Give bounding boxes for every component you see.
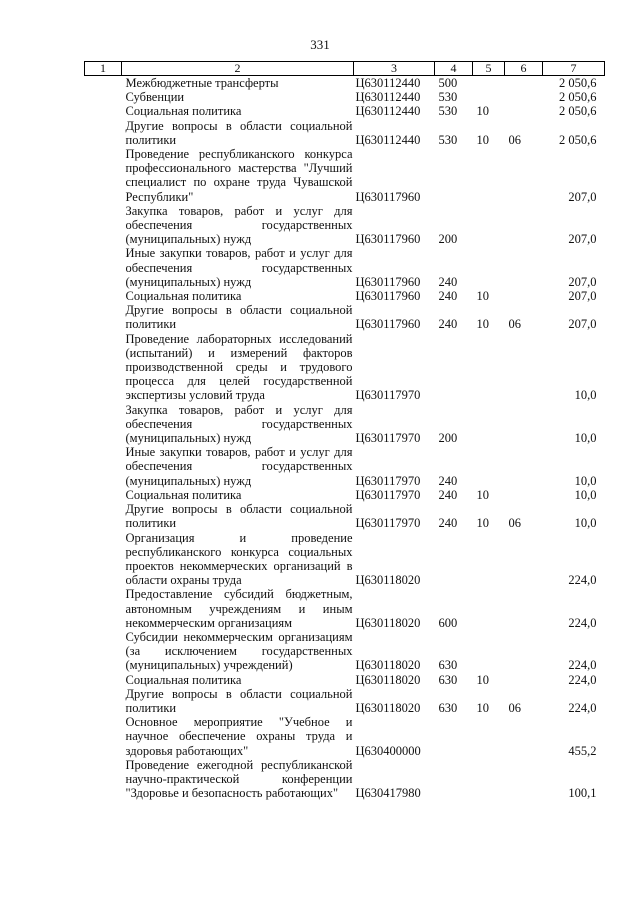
row-col-4: 200: [438, 431, 458, 446]
row-code: Ц630417980: [355, 786, 421, 801]
row-col-6: [505, 758, 543, 801]
row-col-6: [505, 332, 543, 403]
row-col-5: 10: [476, 104, 489, 119]
row-code: Ц630118020: [355, 700, 421, 715]
row-name: Организация и проведение республиканского конкурса социальных проектов некоммерческих организаций в области охраны труда: [125, 530, 353, 588]
table-row: [85, 687, 605, 715]
row-name: Закупка товаров, работ и услуг для обеспечения государственных (муниципальных) нужд: [125, 203, 353, 247]
row-col-4: [435, 715, 473, 758]
row-amount: 2 050,6: [559, 104, 597, 119]
header-col-6: 6: [505, 62, 543, 76]
table-row: [85, 758, 605, 801]
row-col-1: [85, 758, 122, 801]
table-row: [85, 630, 605, 673]
table-row: [85, 502, 605, 530]
row-name: Другие вопросы в области социальной политики: [125, 502, 353, 531]
row-col-1: [85, 687, 122, 715]
row-col-5: [473, 147, 505, 204]
row-col-6: 06: [508, 132, 521, 147]
row-code: Ц630117960: [355, 189, 421, 204]
table-row: [85, 445, 605, 488]
row-col-5: [473, 445, 505, 488]
row-code: Ц630112440: [355, 76, 421, 90]
row-name: Проведение ежегодной республиканской научно-практической конференции "Здоровье и безопасность работающих": [125, 757, 353, 801]
row-code: Ц630117970: [355, 487, 421, 502]
row-col-6: [505, 76, 543, 91]
row-col-4: 530: [438, 132, 458, 147]
table-row: [85, 104, 605, 118]
row-amount: 455,2: [568, 743, 597, 758]
row-col-4: [435, 332, 473, 403]
row-col-4: 200: [438, 232, 458, 247]
row-col-6: [505, 488, 543, 502]
row-col-5: 10: [476, 700, 489, 715]
row-col-6: [505, 445, 543, 488]
row-name: Проведение республиканского конкурса профессионального мастерства "Лучший специалист по охране труда Чувашской Республики": [125, 147, 353, 204]
row-code: Ц630117960: [355, 317, 421, 332]
row-col-5: [473, 630, 505, 673]
row-col-1: [85, 104, 122, 118]
row-col-1: [85, 403, 122, 446]
row-amount: 2 050,6: [559, 76, 597, 90]
row-code: Ц630117970: [355, 431, 421, 446]
table-row: [85, 531, 605, 588]
row-col-4: 240: [438, 317, 458, 332]
row-col-6: [505, 90, 543, 104]
row-amount: 10,0: [574, 516, 597, 531]
row-amount: 2 050,6: [559, 90, 597, 105]
row-col-5: 10: [476, 487, 489, 502]
row-amount: 100,1: [568, 786, 597, 801]
row-col-1: [85, 531, 122, 588]
header-col-1: 1: [85, 62, 122, 76]
row-code: Ц630117970: [355, 388, 421, 403]
table-row: [85, 119, 605, 147]
row-col-4: 240: [438, 487, 458, 502]
table-row: [85, 246, 605, 289]
table-row: [85, 303, 605, 331]
header-col-4: 4: [435, 62, 473, 76]
row-name: Проведение лабораторных исследований (испытаний) и измерений факторов производственной среды и трудового процесса для целей государственной экспертизы условий труда: [125, 331, 353, 403]
row-col-4: 240: [438, 473, 458, 488]
row-amount: 10,0: [574, 431, 597, 446]
row-col-4: 240: [438, 289, 458, 304]
row-col-4: [435, 531, 473, 588]
row-col-1: [85, 76, 122, 91]
table-row: [85, 90, 605, 104]
row-col-5: [473, 204, 505, 247]
table-row: [85, 76, 605, 91]
row-code: Ц630400000: [355, 743, 421, 758]
row-name: Социальная политика: [125, 289, 242, 304]
row-amount: 10,0: [574, 487, 597, 502]
row-amount: 10,0: [574, 473, 597, 488]
row-col-5: [473, 76, 505, 91]
row-name: Субсидии некоммерческим организациям (за исключением государственных (муниципальных) учреждений): [125, 629, 353, 673]
row-amount: 224,0: [568, 658, 597, 673]
row-name: Межбюджетные трансферты: [125, 76, 279, 90]
row-col-1: [85, 673, 122, 687]
row-col-4: 630: [438, 658, 458, 673]
row-col-5: [473, 715, 505, 758]
row-amount: 224,0: [568, 615, 597, 630]
table-header-row: [85, 62, 605, 76]
table-row: [85, 147, 605, 204]
row-code: Ц630112440: [355, 104, 421, 119]
table-row: [85, 488, 605, 502]
row-col-6: [505, 403, 543, 446]
row-col-6: [505, 673, 543, 687]
row-code: Ц630118020: [355, 672, 421, 687]
row-col-1: [85, 715, 122, 758]
header-col-3: 3: [354, 62, 435, 76]
row-col-4: [435, 147, 473, 204]
row-col-1: [85, 332, 122, 403]
row-col-4: 630: [438, 672, 458, 687]
row-col-6: [505, 630, 543, 673]
row-col-5: 10: [476, 672, 489, 687]
row-name: Закупка товаров, работ и услуг для обеспечения государственных (муниципальных) нужд: [125, 402, 353, 446]
row-col-1: [85, 488, 122, 502]
row-col-5: [473, 246, 505, 289]
row-amount: 207,0: [568, 317, 597, 332]
row-amount: 207,0: [568, 232, 597, 247]
row-col-6: [505, 587, 543, 630]
row-col-1: [85, 502, 122, 530]
table-row: [85, 289, 605, 303]
row-col-6: 06: [508, 516, 521, 531]
row-col-5: 10: [476, 289, 489, 304]
row-code: Ц630117970: [355, 516, 421, 531]
row-col-1: [85, 587, 122, 630]
row-name: Другие вопросы в области социальной политики: [125, 686, 353, 715]
budget-table: [84, 61, 605, 800]
row-amount: 2 050,6: [559, 132, 597, 147]
row-name: Другие вопросы в области социальной политики: [125, 118, 353, 147]
row-name: Социальная политика: [125, 104, 242, 119]
row-col-6: 06: [508, 317, 521, 332]
row-col-6: [505, 147, 543, 204]
row-col-5: [473, 90, 505, 104]
table-row: [85, 403, 605, 446]
row-amount: 207,0: [568, 289, 597, 304]
row-code: Ц630118020: [355, 615, 421, 630]
table-row: [85, 587, 605, 630]
row-col-4: 600: [438, 615, 458, 630]
row-col-4: [435, 758, 473, 801]
row-col-4: 530: [438, 90, 458, 105]
row-code: Ц630118020: [355, 573, 421, 588]
row-col-6: [505, 531, 543, 588]
row-code: Ц630117960: [355, 232, 421, 247]
row-col-6: [505, 715, 543, 758]
row-col-5: 10: [476, 317, 489, 332]
row-col-5: 10: [476, 132, 489, 147]
row-col-5: 10: [476, 516, 489, 531]
row-amount: 224,0: [568, 573, 597, 588]
row-col-4: 530: [438, 104, 458, 119]
header-col-2: 2: [122, 62, 354, 76]
row-col-5: [473, 531, 505, 588]
row-col-1: [85, 204, 122, 247]
row-col-4: 240: [438, 516, 458, 531]
row-col-6: [505, 204, 543, 247]
row-amount: 10,0: [574, 388, 597, 403]
row-col-5: [473, 587, 505, 630]
row-code: Ц630112440: [355, 90, 421, 105]
table-row: [85, 673, 605, 687]
row-col-1: [85, 246, 122, 289]
row-name: Субвенции: [125, 90, 185, 105]
row-col-1: [85, 147, 122, 204]
row-col-5: [473, 403, 505, 446]
row-name: Другие вопросы в области социальной политики: [125, 303, 353, 332]
header-col-5: 5: [473, 62, 505, 76]
table-row: [85, 715, 605, 758]
row-amount: 224,0: [568, 700, 597, 715]
row-amount: 207,0: [568, 189, 597, 204]
table-row: [85, 332, 605, 403]
header-col-7: 7: [543, 62, 605, 76]
row-amount: 224,0: [568, 672, 597, 687]
table-row: [85, 204, 605, 247]
row-code: Ц630117960: [355, 274, 421, 289]
row-name: Предоставление субсидий бюджетным, автономным учреждениям и иным некоммерческим организациям: [125, 587, 353, 630]
row-col-1: [85, 90, 122, 104]
row-col-4: 630: [438, 700, 458, 715]
row-col-1: [85, 119, 122, 147]
row-col-4: 500: [438, 76, 458, 90]
row-code: Ц630118020: [355, 658, 421, 673]
row-col-1: [85, 445, 122, 488]
row-code: Ц630112440: [355, 132, 421, 147]
row-col-1: [85, 303, 122, 331]
row-name: Иные закупки товаров, работ и услуг для обеспечения государственных (муниципальных) нужд: [125, 445, 353, 488]
row-col-1: [85, 630, 122, 673]
row-name: Социальная политика: [125, 672, 242, 687]
row-name: Иные закупки товаров, работ и услуг для обеспечения государственных (муниципальных) нужд: [125, 246, 353, 289]
row-col-6: [505, 289, 543, 303]
page-number: 331: [310, 37, 330, 52]
row-amount: 207,0: [568, 274, 597, 289]
row-code: Ц630117970: [355, 473, 421, 488]
row-col-6: [505, 104, 543, 118]
row-name: Социальная политика: [125, 487, 242, 502]
row-col-5: [473, 332, 505, 403]
row-code: Ц630117960: [355, 289, 421, 304]
row-name: Основное мероприятие "Учебное и научное обеспечение охраны труда и здоровья работающих": [125, 715, 353, 758]
row-col-1: [85, 289, 122, 303]
row-col-4: 240: [438, 274, 458, 289]
row-col-6: 06: [508, 700, 521, 715]
row-col-6: [505, 246, 543, 289]
row-col-5: [473, 758, 505, 801]
